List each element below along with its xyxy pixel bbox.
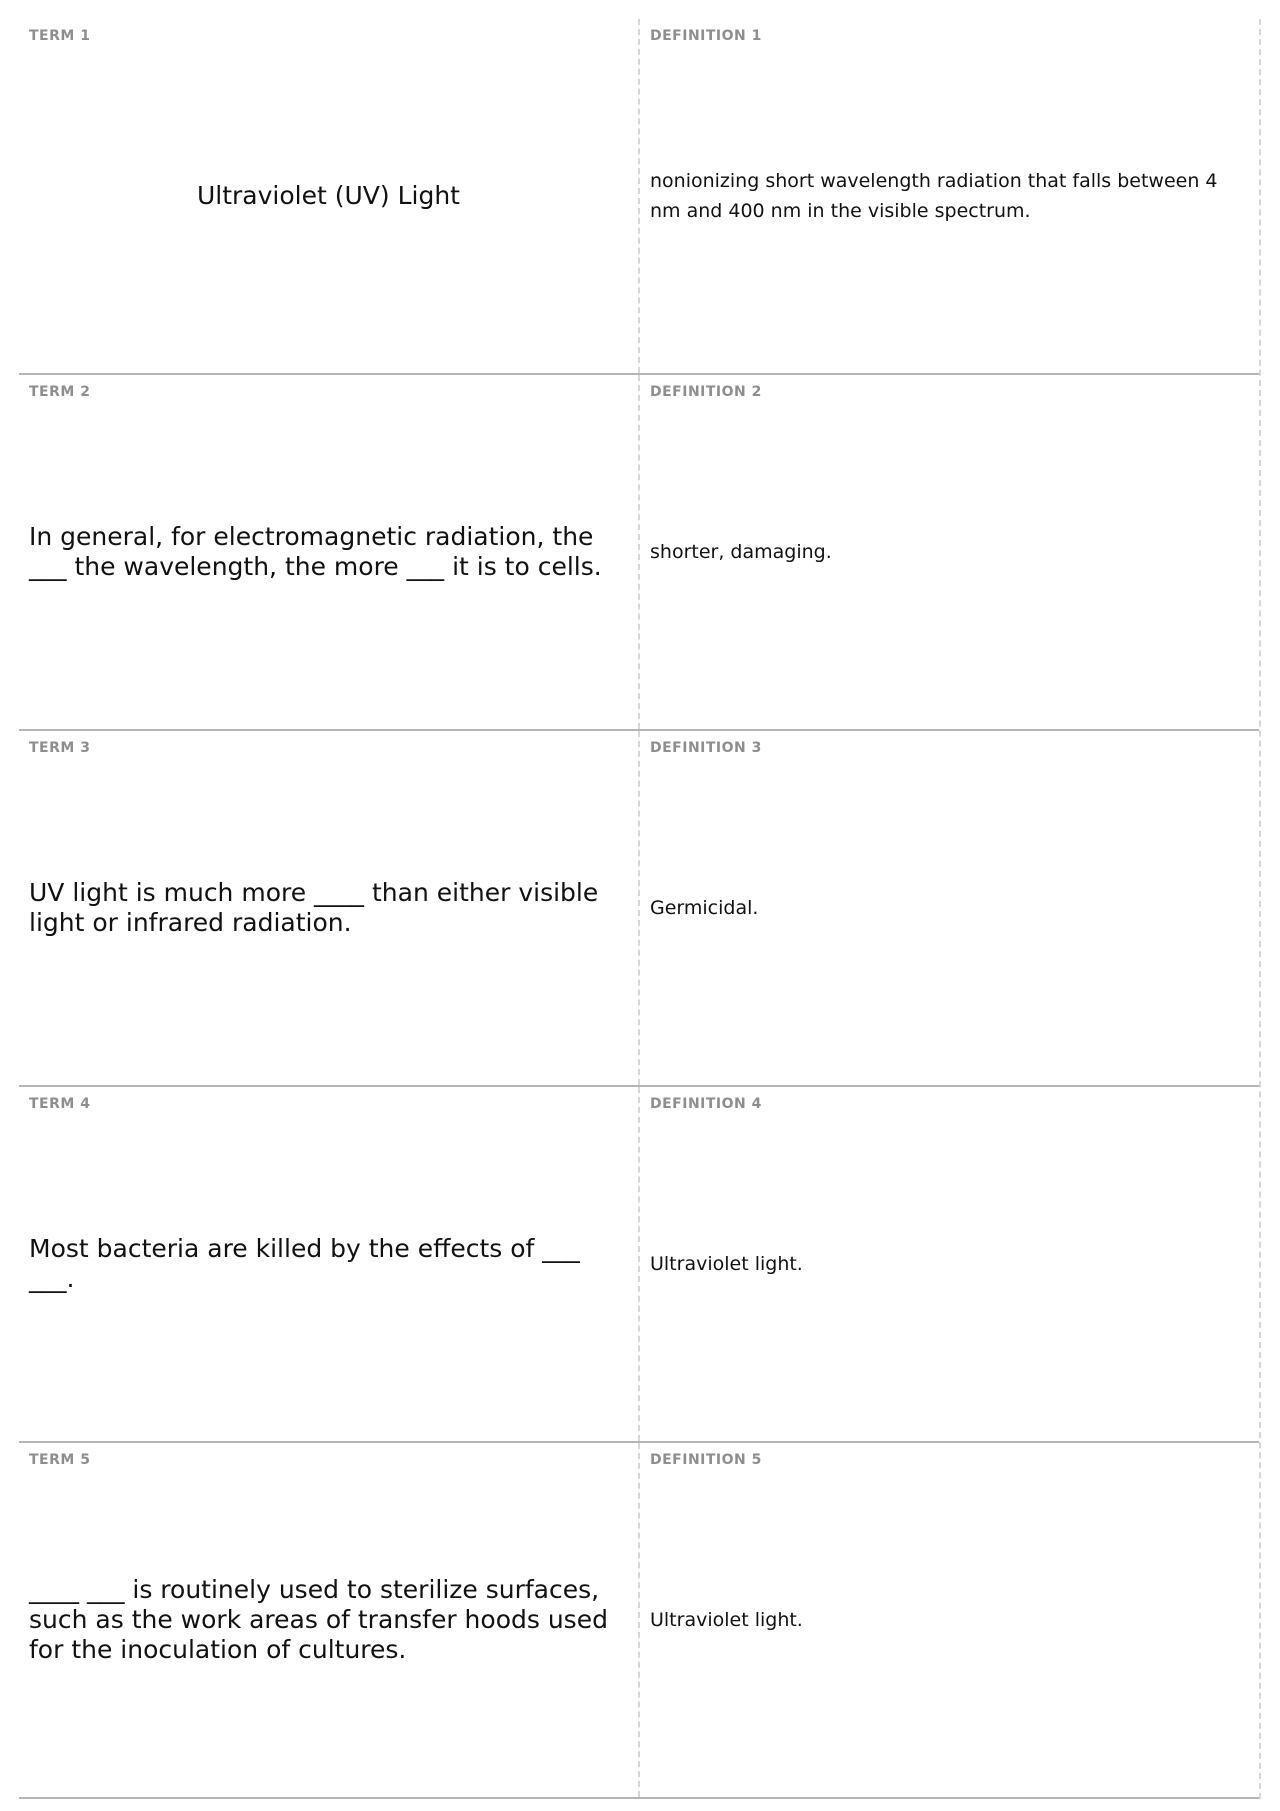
term-text: In general, for electromagnetic radiation, the ___ the wavelength, the more ___ it is to cells.	[29, 522, 602, 581]
definition-text: Ultraviolet light.	[650, 1253, 803, 1275]
definition-text: Germicidal.	[650, 897, 759, 919]
flashcard-row-4	[19, 1087, 1259, 1443]
definition-cell	[640, 375, 1259, 729]
definition-cell	[640, 19, 1259, 373]
definition-label: DEFINITION 5	[650, 1452, 762, 1468]
term-text: Most bacteria are killed by the effects of ___ ___.	[29, 1234, 580, 1293]
term-text: UV light is much more ____ than either visible light or infrared radiation.	[29, 878, 599, 937]
term-label: TERM 3	[29, 740, 91, 756]
term-cell	[19, 19, 640, 373]
definition-text: shorter, damaging.	[650, 541, 832, 563]
term-cell	[19, 375, 640, 729]
term-text: ____ ___ is routinely used to sterilize surfaces, such as the work areas of transfer hoods used for the inoculation of cultures.	[29, 1575, 608, 1664]
term-cell	[19, 1087, 640, 1441]
definition-label: DEFINITION 4	[650, 1096, 762, 1112]
term-cell	[19, 1443, 640, 1797]
flashcard-row-3	[19, 731, 1259, 1087]
definition-cell	[640, 1443, 1259, 1797]
definition-label: DEFINITION 1	[650, 28, 762, 44]
flashcard-row-2	[19, 375, 1259, 731]
definition-text: Ultraviolet light.	[650, 1609, 803, 1631]
term-label: TERM 2	[29, 384, 91, 400]
definition-label: DEFINITION 3	[650, 740, 762, 756]
definition-label: DEFINITION 2	[650, 384, 762, 400]
flashcard-row-5	[19, 1443, 1259, 1799]
flashcard-sheet	[19, 19, 1261, 1799]
term-cell	[19, 731, 640, 1085]
term-label: TERM 5	[29, 1452, 91, 1468]
term-text: Ultraviolet (UV) Light	[196, 181, 460, 210]
term-label: TERM 4	[29, 1096, 91, 1112]
flashcard-row-1	[19, 19, 1259, 375]
definition-cell	[640, 1087, 1259, 1441]
definition-cell	[640, 731, 1259, 1085]
term-label: TERM 1	[29, 28, 91, 44]
definition-text: nonionizing short wavelength radiation that falls between 4 nm and 400 nm in the visible spectrum.	[650, 170, 1218, 222]
